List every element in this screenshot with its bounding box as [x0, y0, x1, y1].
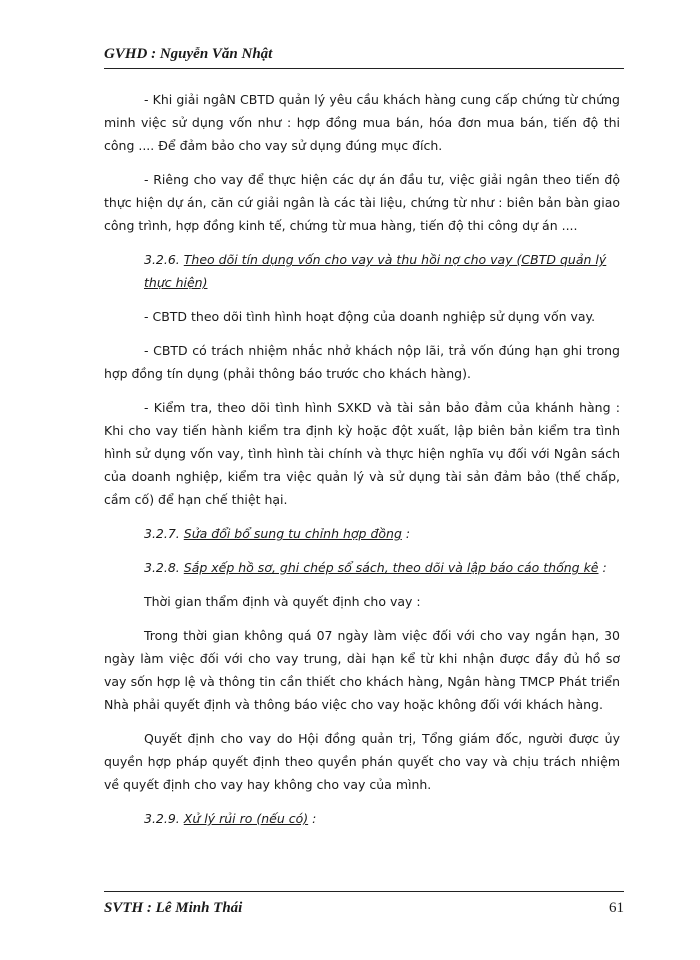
paragraph-decision-authority: Quyết định cho vay do Hội đồng quản trị, Tổng giám đốc, người được ủy quyền hợp pháp quyết định theo quyền phán quyết cho vay và chịu trách nhiệm về quyết định cho vay hay không cho vay của mình. — [104, 731, 620, 792]
header-rule — [104, 68, 624, 69]
section-suffix: : — [401, 526, 411, 541]
section-title: Sửa đổi bổ sung tu chỉnh hợp đồng — [183, 526, 402, 541]
section-number: 3.2.8. — [144, 560, 180, 575]
section-number: 3.2.6. — [144, 252, 180, 267]
paragraph-appraisal-time: Thời gian thẩm định và quyết định cho vay : — [144, 594, 421, 609]
section-suffix: : — [308, 811, 317, 826]
page-number: 61 — [609, 900, 624, 916]
section-title: Theo dõi tín dụng vốn cho vay và thu hồi nợ cho vay (CBTD quản lý thực hiện) — [144, 252, 607, 290]
section-heading-3-2-8 — [144, 556, 620, 579]
section-heading-3-2-9 — [144, 807, 620, 830]
section-number: 3.2.7. — [144, 526, 180, 541]
section-title: Sắp xếp hồ sơ, ghi chép sổ sách, theo dõi và lập báo cáo thống kê — [183, 560, 599, 575]
footer-rule — [104, 891, 624, 892]
paragraph-inspection: - Kiểm tra, theo dõi tình hình SXKD và tài sản bảo đảm của khánh hàng : Khi cho vay tiến hành kiểm tra định kỳ hoặc đột xuất, lập biên bản kiểm tra tình hình sử dụng vốn vay, tình hình tài chính và thực hiện nghĩa vụ đối với Ngân sách của doanh nghiệp, kiểm tra việc quản lý và sử dụng tài sản đảm bảo (thế chấp, cầm cố) để hạn chế thiệt hại. — [104, 400, 620, 507]
footer-author: SVTH : Lê Minh Thái — [104, 900, 243, 916]
paragraph-monitor-activity: - CBTD theo dõi tình hình hoạt động của doanh nghiệp sử dụng vốn vay. — [144, 309, 596, 324]
document-body — [104, 88, 620, 841]
section-number: 3.2.9. — [144, 811, 180, 826]
paragraph-time-limits: Trong thời gian không quá 07 ngày làm việc đối với cho vay ngắn hạn, 30 ngày làm việc đối với cho vay trung, dài hạn kể từ khi nhận được đầy đủ hồ sơ vay sốn hợp lệ và thông tin cần thiết cho khách hàng, Ngân hàng TMCP Phát triển Nhà phải quyết định và thông báo việc cho vay hoặc không đối với khách hàng. — [104, 628, 620, 712]
paragraph-disbursement-docs: - Khi giải ngâN CBTD quản lý yêu cầu khách hàng cung cấp chứng từ chứng minh việc sử dụng vốn như : hợp đồng mua bán, hóa đơn mua bán, tiến độ thi công .... Để đảm bảo cho vay sử dụng đúng mục đích. — [104, 92, 620, 153]
paragraph-payment-reminder: - CBTD có trách nhiệm nhắc nhở khách nộp lãi, trả vốn đúng hạn ghi trong hợp đồng tín dụng (phải thông báo trước cho khách hàng). — [104, 343, 620, 381]
section-heading-3-2-7 — [144, 522, 620, 545]
page-header-title: GVHD : Nguyễn Văn Nhật — [104, 46, 273, 62]
section-heading-3-2-6 — [144, 248, 620, 294]
section-suffix: : — [598, 560, 607, 575]
paragraph-project-disbursement: - Riêng cho vay để thực hiện các dự án đầu tư, việc giải ngân theo tiến độ thực hiện dự án, căn cứ giải ngân là các tài liệu, chứng từ như : biên bản bàn giao công trình, hợp đồng kinh tế, chứng từ mua hàng, tiến độ thi công dự án .... — [104, 172, 620, 233]
section-title: Xử lý rủi ro (nếu có) — [183, 811, 309, 826]
